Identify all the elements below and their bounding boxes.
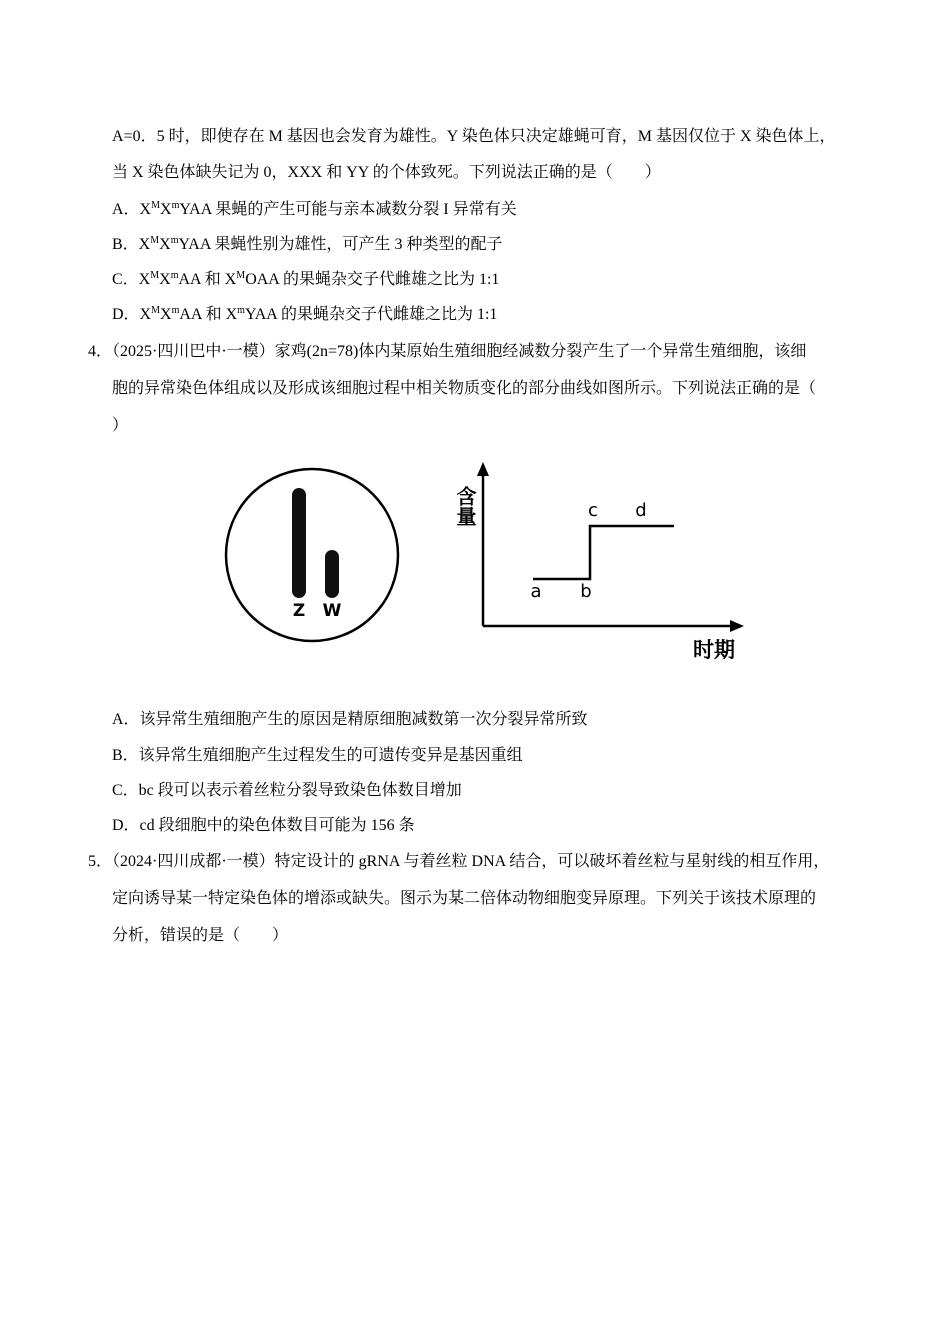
- point-b: b: [580, 581, 592, 602]
- q3-text-line2: 当 X 染色体缺失记为 0，XXX 和 YY 的个体致死。下列说法正确的是（ ）: [112, 164, 661, 181]
- chromosome-figure: [222, 458, 402, 650]
- z-chromosome: [292, 488, 306, 598]
- q5-text-line1: 5．（2024·四川成都·一模）特定设计的 gRNA 与着丝粒 DNA 结合，可以破坏着丝粒与星射线的相互作用，: [88, 853, 830, 870]
- cell-circle: [226, 469, 398, 641]
- q4-text-line2: 胞的异常染色体组成以及形成该细胞过程中相关物质变化的部分曲线如图所示。下列说法正确的是（: [112, 380, 817, 397]
- q4-option-d: D．cd 段细胞中的染色体数目可能为 156 条: [112, 817, 415, 834]
- w-chromosome: [325, 550, 339, 598]
- q3-option-d: D．$X^MX^mAA$ 和 $X^mYAA$ 的果蝇杂交子代雌雄之比为 1:1: [112, 305, 498, 323]
- q3-option-c: C．$X^MX^mAA$ 和 $X^MOAA$ 的果蝇杂交子代雌雄之比为 1:1: [112, 270, 500, 288]
- content-graph: [440, 458, 750, 668]
- q3-text-line1: A=0．5 时，即使存在 M 基因也会发育为雄性。Y 染色体只决定雄蝇可育，M 基因仅位于 X 染色体上，: [112, 128, 836, 145]
- q4-option-a: A．该异常生殖细胞产生的原因是精原细胞减数第一次分裂异常所致: [112, 711, 588, 728]
- q3-option-a: A．$X^MX^mYAA$ 果蝇的产生可能与亲本减数分裂 I 异常有关: [112, 200, 517, 218]
- x-axis-arrow: [730, 620, 744, 632]
- point-d: d: [635, 500, 647, 521]
- x-axis-label: 时期: [693, 638, 735, 662]
- q5-text-line2: 定向诱导某一特定染色体的增添或缺失。图示为某二倍体动物细胞变异原理。下列关于该技术原理的: [112, 890, 817, 907]
- q4-option-b: B．该异常生殖细胞产生过程发生的可遗传变异是基因重组: [112, 747, 523, 764]
- y-axis-label: 含量: [453, 486, 477, 526]
- point-c: c: [588, 500, 598, 521]
- step-curve: [533, 526, 674, 579]
- z-label: Z: [292, 601, 306, 621]
- q4-text-line1: 4．（2025·四川巴中·一模）家鸡(2n=78)体内某原始生殖细胞经减数分裂产生了一个异常生殖细胞，该细: [88, 343, 807, 360]
- w-label: W: [322, 601, 342, 621]
- q5-text-line3: 分析，错误的是（ ）: [112, 927, 289, 944]
- y-axis-arrow: [477, 462, 489, 476]
- q4-option-c: C．bc 段可以表示着丝粒分裂导致染色体数目增加: [112, 782, 462, 799]
- point-a: a: [530, 581, 542, 602]
- q4-text-line3: ）: [112, 417, 129, 434]
- q3-option-b: B．$X^MX^mYAA$ 果蝇性别为雄性，可产生 3 种类型的配子: [112, 235, 503, 253]
